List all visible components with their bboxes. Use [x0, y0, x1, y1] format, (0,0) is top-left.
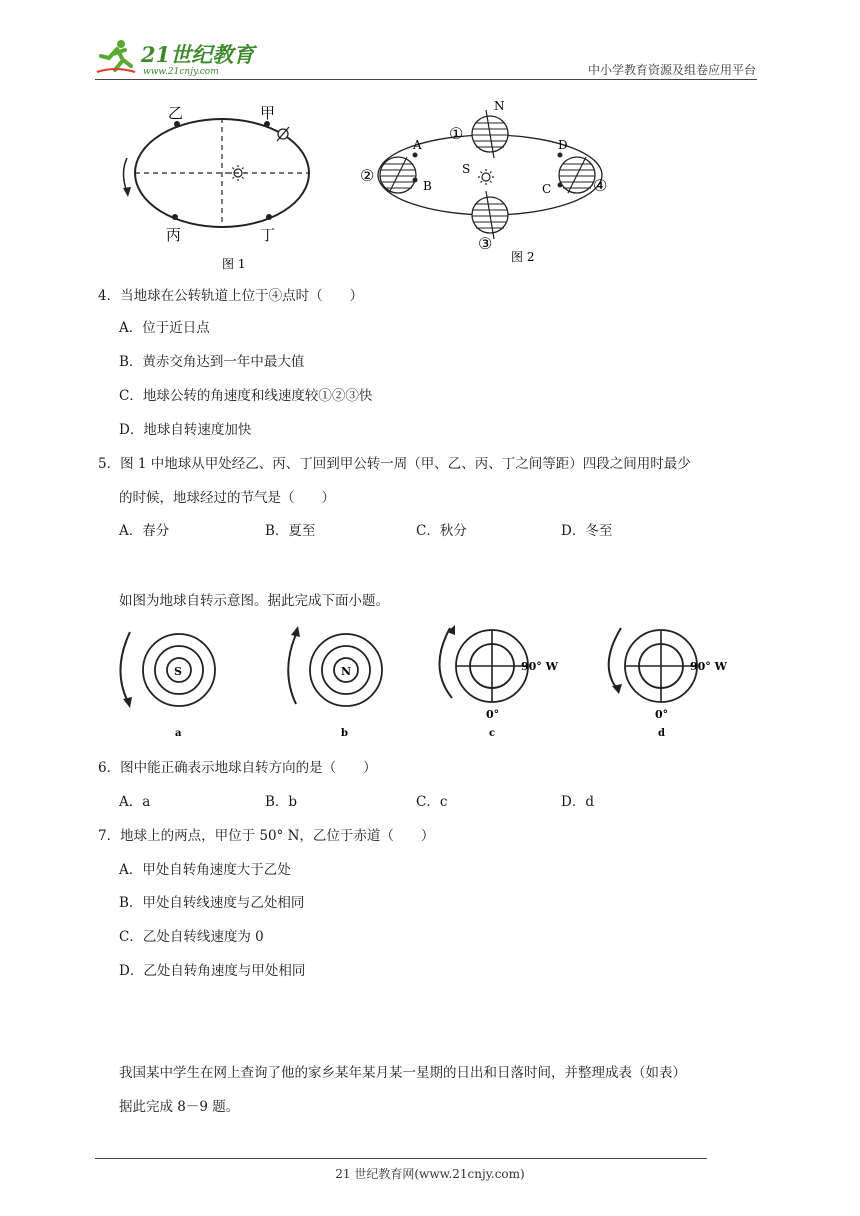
label-c: C: [542, 182, 552, 196]
label-n: N: [494, 99, 505, 113]
earth-position-3: [472, 191, 508, 239]
question-7-option-a[interactable]: A．甲处自转角速度大于乙处: [119, 862, 291, 878]
arrow-icon-b: [291, 626, 300, 637]
label-s: S: [462, 162, 471, 176]
label-90w-d: 90° W: [690, 660, 727, 673]
label-jia: 甲: [260, 104, 276, 122]
sun-icon-2: [478, 169, 494, 185]
label-circled-3: ③: [478, 234, 493, 253]
question-5-option-d[interactable]: D．冬至: [561, 523, 613, 539]
earth-position-4: [559, 157, 595, 193]
label-0-d: 0°: [655, 708, 669, 721]
rotation-diagram-c: [439, 625, 558, 739]
question-5-option-b[interactable]: B．夏至: [265, 523, 316, 539]
question-5-stem-line-1: 5．图 1 中地球从甲处经乙、丙、丁回到甲公转一周（甲、乙、丙、丁之间等距）四段之间用时最少: [98, 456, 691, 472]
figure-1-orbit: [110, 100, 330, 275]
figure-1-caption: 图 1: [222, 257, 246, 271]
arrow-icon-a: [123, 697, 132, 708]
question-6-option-b[interactable]: B．b: [265, 794, 298, 810]
label-circled-1: ①: [449, 124, 464, 143]
question-4-option-b[interactable]: B．黄赤交角达到一年中最大值: [119, 354, 305, 370]
label-bing: 丙: [166, 226, 182, 244]
section-intro-sunrise-line-1: 我国某中学生在网上查询了他的家乡某年某月某一星期的日出和日落时间，并整理成表（如表）: [119, 1065, 686, 1081]
rotation-diagram-a: [120, 632, 215, 739]
question-5-option-c[interactable]: C．秋分: [416, 523, 467, 539]
caption-b: b: [341, 728, 348, 739]
figure-2-caption: 图 2: [511, 250, 535, 264]
earth-position-2: [380, 157, 416, 193]
arrow-icon-d: [612, 684, 622, 694]
section-intro-rotation: 如图为地球自转示意图。据此完成下面小题。: [119, 593, 389, 609]
question-5-option-a[interactable]: A．春分: [119, 523, 170, 539]
question-7-stem: 7．地球上的两点，甲位于 50° N，乙位于赤道（ ）: [98, 828, 435, 844]
rotation-diagram-d: [609, 628, 728, 739]
label-ding: 丁: [260, 226, 276, 244]
question-6-option-c[interactable]: C．c: [416, 794, 448, 810]
footer-link[interactable]: 21 世纪教育网(www.21cnjy.com): [335, 1167, 525, 1181]
label-90w-c: 90° W: [521, 660, 558, 673]
label-n-pole: N: [341, 665, 352, 678]
section-intro-sunrise-line-2: 据此完成 8－9 题。: [119, 1099, 240, 1115]
question-6-stem: 6．图中能正确表示地球自转方向的是（ ）: [98, 760, 377, 776]
header-divider: [95, 79, 757, 80]
question-4-option-d[interactable]: D．地球自转速度加快: [119, 422, 252, 438]
label-0-c: 0°: [486, 708, 500, 721]
runner-icon: [97, 40, 135, 72]
question-4-stem: 4．当地球在公转轨道上位于④点时（ ）: [98, 288, 364, 304]
question-7-option-c[interactable]: C．乙处自转线速度为 0: [119, 929, 264, 945]
header-platform-text: 中小学教育资源及组卷应用平台: [587, 63, 756, 77]
question-6-option-d[interactable]: D．d: [561, 794, 594, 810]
caption-c: c: [489, 728, 496, 739]
earth-position-1: [472, 110, 508, 158]
question-4-option-a[interactable]: A．位于近日点: [119, 320, 210, 336]
label-d: D: [558, 138, 568, 152]
question-6-option-a[interactable]: A．a: [119, 794, 151, 810]
question-4-option-c[interactable]: C．地球公转的角速度和线速度较①②③快: [119, 388, 373, 404]
figure-2-revolution: [355, 97, 620, 269]
site-logo: [95, 36, 265, 80]
question-7-option-b[interactable]: B．甲处自转线速度与乙处相同: [119, 895, 305, 911]
label-circled-4: ④: [593, 176, 608, 195]
label-b: B: [423, 179, 432, 193]
question-5-stem-line-2: 的时候，地球经过的节气是（ ）: [119, 490, 335, 506]
caption-d: d: [658, 728, 665, 739]
footer-divider: [95, 1158, 707, 1159]
earth-icon: [277, 127, 289, 141]
question-7-option-d[interactable]: D．乙处自转角速度与甲处相同: [119, 963, 306, 979]
logo-text: 21世纪教育: [141, 42, 255, 67]
caption-a: a: [175, 728, 182, 739]
rotation-diagram-b: [288, 626, 382, 739]
label-circled-2: ②: [360, 166, 375, 185]
direction-arrow-icon: [123, 187, 131, 197]
label-yi: 乙: [168, 104, 184, 122]
label-a: A: [413, 138, 422, 152]
label-s-pole: S: [174, 665, 182, 678]
logo-url-text: www.21cnjy.com: [143, 67, 219, 77]
rotation-figure: [110, 620, 750, 745]
